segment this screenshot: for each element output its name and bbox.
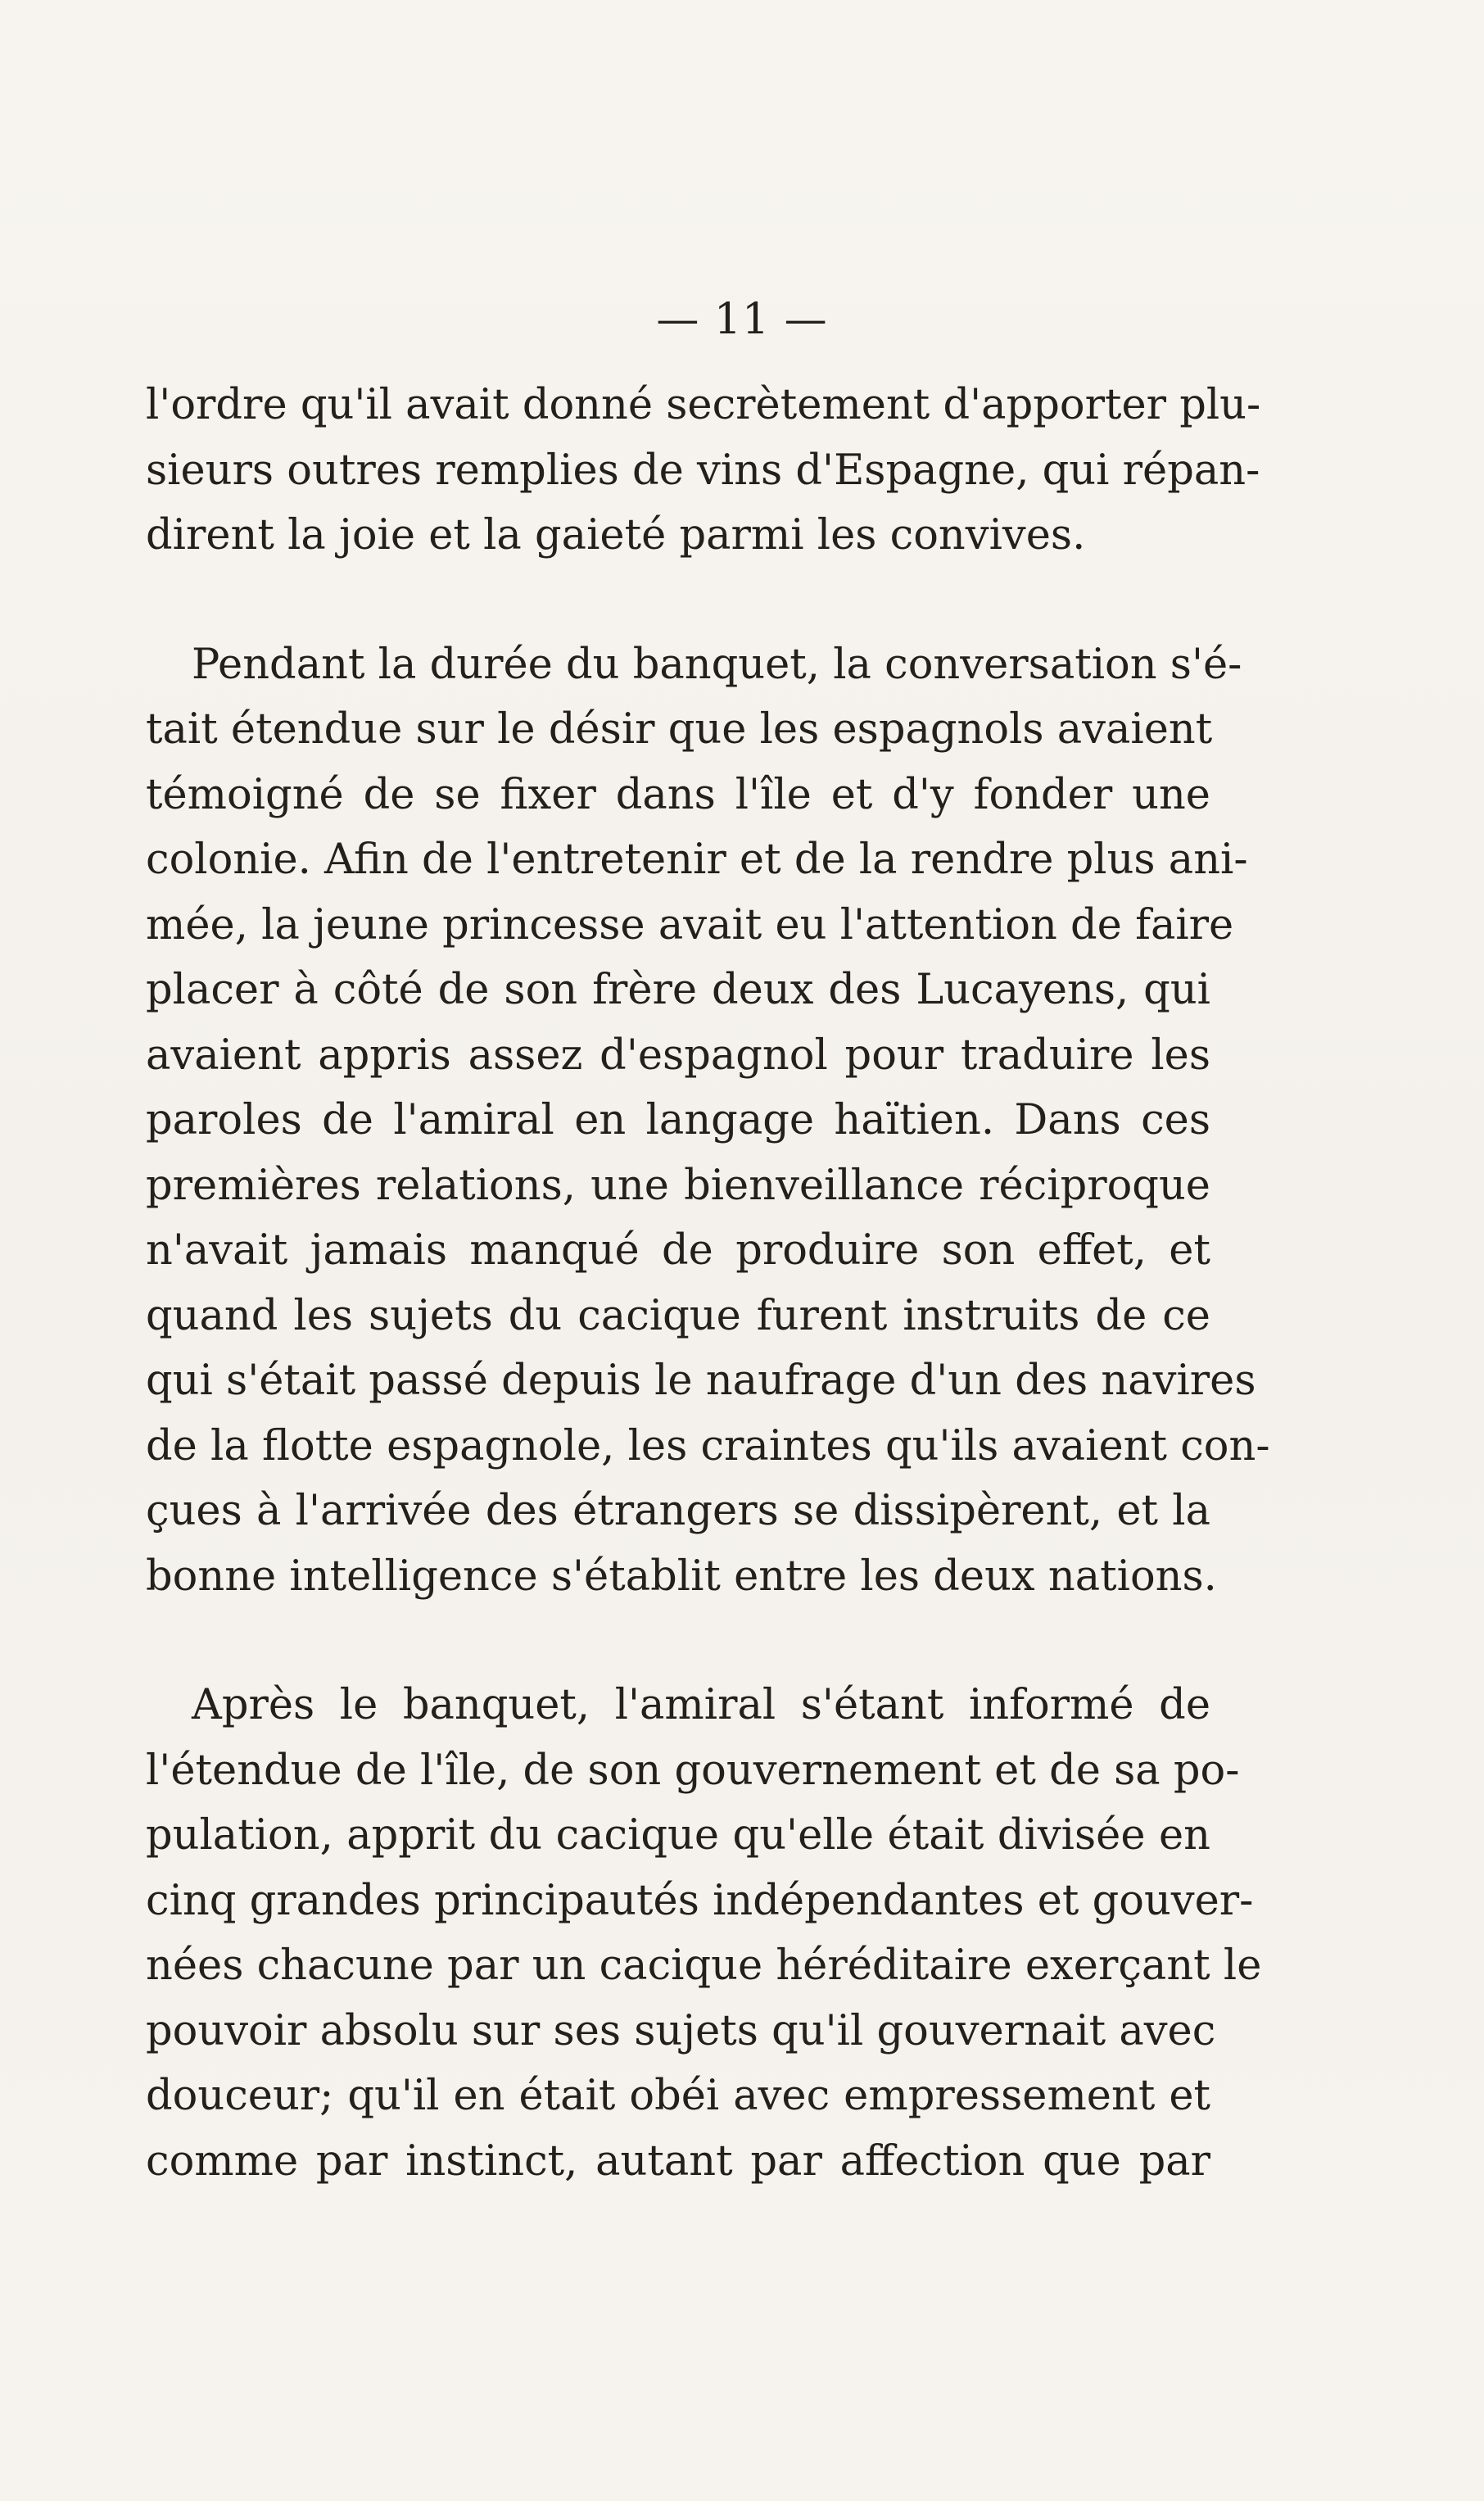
text-line: cinq grandes principautés indépendantes et gouver- [146,1876,1254,1925]
text-line: Après le banquet, l'amiral s'étant informé de [192,1681,1210,1729]
text-line: douceur; qu'il en était obéi avec empressement et [146,2072,1210,2120]
text-line: sieurs outres remplies de vins d'Espagne, qui répan- [146,446,1260,495]
text-line: tait étendue sur le désir que les espagnols avaient [146,705,1213,754]
text-line: mée, la jeune princesse avait eu l'attention de faire [146,900,1234,949]
text-line: pouvoir absolu sur ses sujets qu'il gouvernait avec [146,2006,1216,2055]
text-line: n'avait jamais manqué de produire son effet, et [146,1226,1210,1275]
text-line: l'étendue de l'île, de son gouvernement et de sa po- [146,1746,1240,1795]
body-text [146,373,1270,2194]
paragraph-1 [146,373,1261,569]
text-line: quand les sujets du cacique furent instruits de ce [146,1291,1210,1340]
text-line: Pendant la durée du banquet, la conversation s'é- [192,640,1242,689]
text-line: paroles de l'amiral en langage haïtien. Dans ces [146,1096,1210,1144]
text-line: dirent la joie et la gaieté parmi les convives. [146,511,1086,560]
text-line: avaient appris assez d'espagnol pour traduire les [146,1031,1210,1080]
text-line: bonne intelligence s'établit entre les deux nations. [146,1552,1217,1601]
text-line: qui s'était passé depuis le naufrage d'un des navires [146,1357,1256,1405]
text-line: l'ordre qu'il avait donné secrètement d'apporter plu- [146,381,1261,429]
text-line: premières relations, une bienveillance réciproque [146,1161,1210,1210]
text-line: colonie. Afin de l'entretenir et de la rendre plus ani- [146,836,1248,884]
text-line: de la flotte espagnole, les craintes qu'ils avaient con- [146,1421,1270,1470]
text-line: nées chacune par un cacique héréditaire exerçant le [146,1941,1262,1990]
page-number: — 11 — [656,295,828,344]
text-line: placer à côté de son frère deux des Lucayens, qui [146,966,1210,1014]
text-line: pulation, apprit du cacique qu'elle était divisée en [146,1811,1210,1860]
paragraph-2 [146,632,1270,1610]
paragraph-3 [146,1673,1262,2194]
text-line: comme par instinct, autant par affection que par [146,2136,1210,2186]
text-line: témoigné de se fixer dans l'île et d'y fonder une [146,770,1210,819]
text-line: çues à l'arrivée des étrangers se dissipèrent, et la [146,1487,1210,1535]
